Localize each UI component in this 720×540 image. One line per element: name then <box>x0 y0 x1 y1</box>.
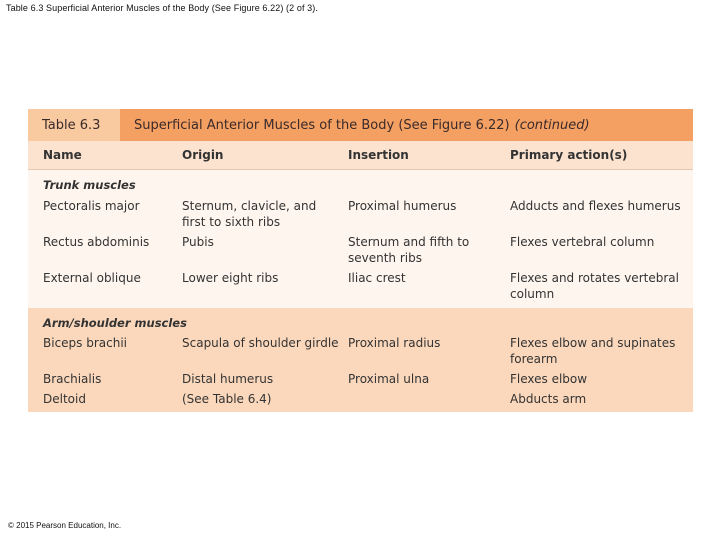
cell-action: Flexes elbow and supinates forearm <box>510 336 676 366</box>
slide-title: Table 6.3 Superficial Anterior Muscles of the Body (See Figure 6.22) (2 of 3). <box>6 3 318 13</box>
copyright-footer: © 2015 Pearson Education, Inc. <box>8 521 122 530</box>
column-header-action: Primary action(s) <box>510 148 628 162</box>
cell-insertion: Proximal radius <box>348 336 441 350</box>
trunk-muscles-section <box>28 170 693 308</box>
cell-origin: Distal humerus <box>182 372 274 386</box>
table-header-bar <box>28 109 693 141</box>
column-header-origin: Origin <box>182 148 224 162</box>
muscle-table <box>28 109 693 412</box>
cell-action: Abducts arm <box>510 392 587 406</box>
cell-insertion: Proximal humerus <box>348 199 457 213</box>
cell-action: Flexes elbow <box>510 372 588 386</box>
cell-origin: Sternum, clavicle, and first to sixth ribs <box>182 199 317 229</box>
cell-insertion: Sternum and fifth to seventh ribs <box>348 235 470 265</box>
cell-name: External oblique <box>43 271 141 285</box>
column-header-insertion: Insertion <box>348 148 409 162</box>
cell-origin: Pubis <box>182 235 214 249</box>
cell-origin: (See Table 6.4) <box>182 392 272 406</box>
table-number: Table 6.3 <box>28 109 120 141</box>
cell-name: Deltoid <box>43 392 86 406</box>
cell-action: Flexes and rotates vertebral column <box>510 271 679 301</box>
column-header-name: Name <box>43 148 82 162</box>
cell-name: Pectoralis major <box>43 199 140 213</box>
column-headers <box>28 141 693 170</box>
cell-origin: Scapula of shoulder girdle <box>182 336 339 350</box>
cell-name: Biceps brachii <box>43 336 128 350</box>
table-title <box>134 109 693 141</box>
cell-action: Flexes vertebral column <box>510 235 655 249</box>
cell-insertion: Proximal ulna <box>348 372 430 386</box>
cell-name: Rectus abdominis <box>43 235 150 249</box>
cell-name: Brachialis <box>43 372 102 386</box>
arm-shoulder-muscles-section <box>28 308 693 412</box>
group-label-arm: Arm/shoulder muscles <box>43 316 187 330</box>
group-label-trunk: Trunk muscles <box>43 178 136 192</box>
table-title-text: Superficial Anterior Muscles of the Body (See Figure 6.22) <box>134 117 510 133</box>
table-continued: (continued) <box>514 117 590 133</box>
cell-action: Adducts and flexes humerus <box>510 199 681 213</box>
cell-origin: Lower eight ribs <box>182 271 279 285</box>
cell-insertion: Iliac crest <box>348 271 406 285</box>
